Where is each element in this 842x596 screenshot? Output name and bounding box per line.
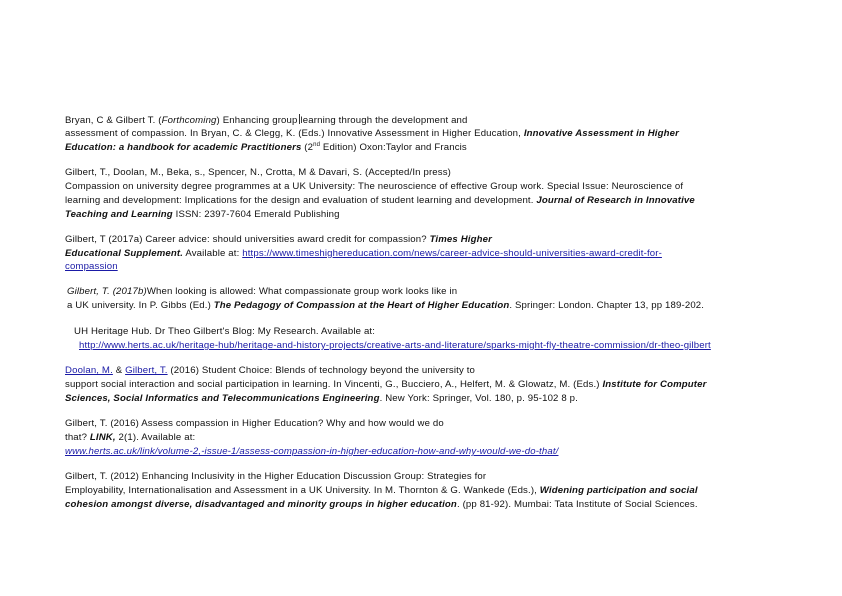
reference-line: Compassion on university degree programmes at a UK University: The neuroscience of effective Group work. Special Issue: Neuroscience of — [65, 181, 684, 192]
reference-line: support social interaction and social participation in learning. In Vincenti, G., Bucciero, A., Helfert, M. & Glowatz, M. (Eds.) Institute for Computer — [65, 379, 707, 390]
reference-line: Employability, Internationalisation and Assessment in a UK University. In M. Thornton & G. Wankede (Eds.), Widening participation and social — [65, 485, 698, 496]
reference-line: Educational Supplement. Available at: https://www.timeshighereducation.com/news/career-advice-should-universities-award-credit-for- — [65, 248, 662, 259]
link-journal-link[interactable]: www.herts.ac.uk/link/volume-2,-issue-1/assess-compassion-in-higher-education-how-and-why-would-we-do-that/ — [65, 446, 559, 457]
reference-line: Bryan, C & Gilbert T. (Forthcoming) Enhancing group learning through the development and — [65, 115, 468, 126]
text-cursor-icon — [299, 114, 300, 124]
author-link-gilbert[interactable]: Gilbert, T. — [125, 365, 168, 376]
reference-line: cohesion amongst diverse, disadvantaged and minority groups in higher education. (pp 81-92). Mumbai: Tata Institute of Social Sciences. — [65, 499, 698, 510]
reference-line: Gilbert, T. (2012) Enhancing Inclusivity in the Higher Education Discussion Group: Strategies for — [65, 471, 487, 482]
reference-line: that? LINK, 2(1). Available at: — [65, 432, 196, 443]
reference-line — [65, 261, 118, 273]
reference-line: Sciences, Social Informatics and Telecommunications Engineering. New York: Springer, Vol. 180, p. 95-102 8 p. — [65, 393, 578, 404]
reference-line: UH Heritage Hub. Dr Theo Gilbert's Blog: My Research. Available at: — [74, 326, 376, 337]
reference-line: a UK university. In P. Gibbs (Ed.) The Pedagogy of Compassion at the Heart of Higher Education. Springer: London. Chapter 13, pp 189-202. — [67, 300, 705, 311]
reference-line: assessment of compassion. In Bryan, C. & Clegg, K. (Eds.) Innovative Assessment in Higher Education, Innovative Assessment in Higher — [65, 128, 679, 139]
reference-line: learning and development: Implications for the design and evaluation of student learning and development. Journal of Research in Innovative — [65, 195, 695, 206]
reference-line: Teaching and Learning ISSN: 2397-7604 Emerald Publishing — [65, 209, 340, 220]
reference-line: Gilbert, T. (2017b)When looking is allowed: What compassionate group work looks like in — [67, 286, 458, 297]
reference-line — [65, 446, 558, 458]
times-higher-education-link[interactable]: https://www.timeshighereducation.com/news/career-advice-should-universities-award-credit-for- — [242, 248, 662, 259]
heritage-hub-link[interactable]: http://www.herts.ac.uk/heritage-hub/heritage-and-history-projects/creative-arts-and-literature/sparks-might-fly-theatre-commission/dr-theo-gilbert — [79, 340, 711, 351]
reference-line: Doolan, M. & Gilbert, T. (2016) Student Choice: Blends of technology beyond the university to — [65, 365, 476, 376]
times-higher-education-link-continued[interactable]: compassion — [65, 261, 118, 272]
reference-line: Gilbert, T. (2016) Assess compassion in Higher Education? Why and how would we do — [65, 418, 444, 429]
reference-line: Gilbert, T., Doolan, M., Beka, s., Spencer, N., Crotta, M & Davari, S. (Accepted/In press) — [65, 167, 452, 178]
reference-line — [79, 340, 711, 352]
reference-line: Gilbert, T (2017a) Career advice: should universities award credit for compassion? Times Higher — [65, 234, 492, 245]
author-link-doolan[interactable]: Doolan, M. — [65, 365, 113, 376]
reference-line: Education: a handbook for academic Practitioners (2nd Edition) Oxon:Taylor and Francis — [65, 141, 467, 153]
